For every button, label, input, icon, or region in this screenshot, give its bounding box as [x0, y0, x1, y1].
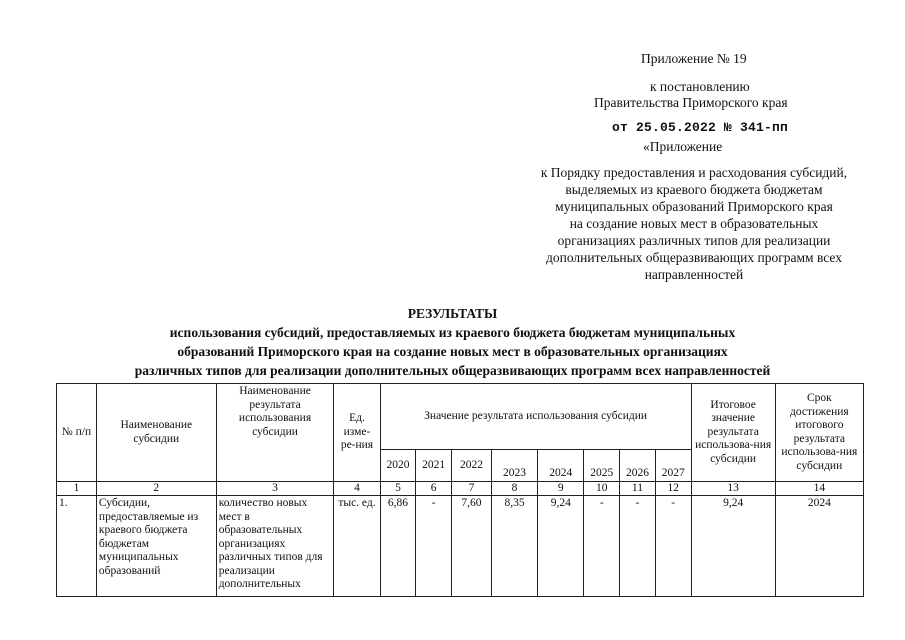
column-number: 11	[620, 482, 656, 496]
row-result-name: количество новых мест в образовательных организациях различных типов для реализации дополнительных	[216, 496, 334, 597]
row-value: -	[584, 496, 620, 597]
title-line: различных типов для реализации дополнительных общеразвивающих программ всех направленностей	[134, 363, 771, 378]
year-cell: 2024	[538, 450, 584, 482]
resolution-date-number: от 25.05.2022 № 341-пп	[612, 120, 789, 135]
column-number: 6	[416, 482, 452, 496]
year-cell: 2022	[452, 450, 492, 482]
government-name: Правительства Приморского края	[594, 95, 788, 110]
column-number: 12	[655, 482, 691, 496]
results-table	[56, 383, 864, 597]
order-line: выделяемых из краевого бюджета бюджетам	[565, 182, 823, 197]
row-value: 6,86	[380, 496, 416, 597]
to-resolution: к постановлению	[650, 79, 750, 94]
row-value: 9,24	[538, 496, 584, 597]
order-reference	[505, 164, 883, 283]
header-num: № п/п	[57, 384, 97, 482]
column-number: 14	[775, 482, 863, 496]
year-cell: 2027	[655, 450, 691, 482]
header-subsidy-name: Наименование субсидии	[96, 384, 216, 482]
row-total: 9,24	[691, 496, 775, 597]
row-value: 7,60	[452, 496, 492, 597]
header-total: Итоговое значение результата использова-ния субсидии	[691, 384, 775, 482]
year-cell: 2020	[380, 450, 416, 482]
order-line: на создание новых мест в образовательных	[569, 216, 819, 231]
header-result-name: Наименование результата использования субсидии	[216, 384, 334, 482]
column-number: 10	[584, 482, 620, 496]
row-num: 1.	[57, 496, 97, 597]
order-line: дополнительных общеразвивающих программ всех	[546, 250, 842, 265]
column-number: 5	[380, 482, 416, 496]
column-number: 2	[96, 482, 216, 496]
row-value: -	[620, 496, 656, 597]
row-deadline: 2024	[775, 496, 863, 597]
column-number: 13	[691, 482, 775, 496]
title-line: использования субсидий, предоставляемых из краевого бюджета бюджетам муниципальных	[169, 325, 736, 340]
header-value-group: Значение результата использования субсидии	[380, 384, 691, 450]
year-cell: 2025	[584, 450, 620, 482]
column-number: 9	[538, 482, 584, 496]
order-line: к Порядку предоставления и расходования субсидий,	[540, 165, 848, 180]
header-unit: Ед. изме-ре-ния	[334, 384, 380, 482]
row-subsidy-name: Субсидии, предоставляемые из краевого бюджета бюджетам муниципальных образований	[96, 496, 216, 597]
table-row	[57, 496, 864, 597]
column-number: 1	[57, 482, 97, 496]
year-cell: 2021	[416, 450, 452, 482]
column-number: 8	[491, 482, 537, 496]
year-cell: 2026	[620, 450, 656, 482]
appendix-number: Приложение № 19	[641, 51, 747, 66]
year-cell: 2023	[491, 450, 537, 482]
row-unit: тыс. ед.	[334, 496, 380, 597]
order-line: муниципальных образований Приморского края	[555, 199, 833, 214]
column-number-row	[57, 482, 864, 496]
title-heading: РЕЗУЛЬТАТЫ	[407, 306, 498, 321]
order-line: организациях различных типов для реализации	[557, 233, 831, 248]
document-title	[0, 304, 905, 380]
order-line: направленностей	[644, 267, 744, 282]
header-row	[57, 384, 864, 450]
row-value: -	[416, 496, 452, 597]
inner-appendix: «Приложение	[643, 139, 723, 154]
row-value: -	[655, 496, 691, 597]
row-value: 8,35	[491, 496, 537, 597]
column-number: 7	[452, 482, 492, 496]
header-deadline: Срок достижения итогового результата использова-ния субсидии	[775, 384, 863, 482]
column-number: 3	[216, 482, 334, 496]
column-number: 4	[334, 482, 380, 496]
title-line: образований Приморского края на создание новых мест в образовательных организациях	[177, 344, 728, 359]
